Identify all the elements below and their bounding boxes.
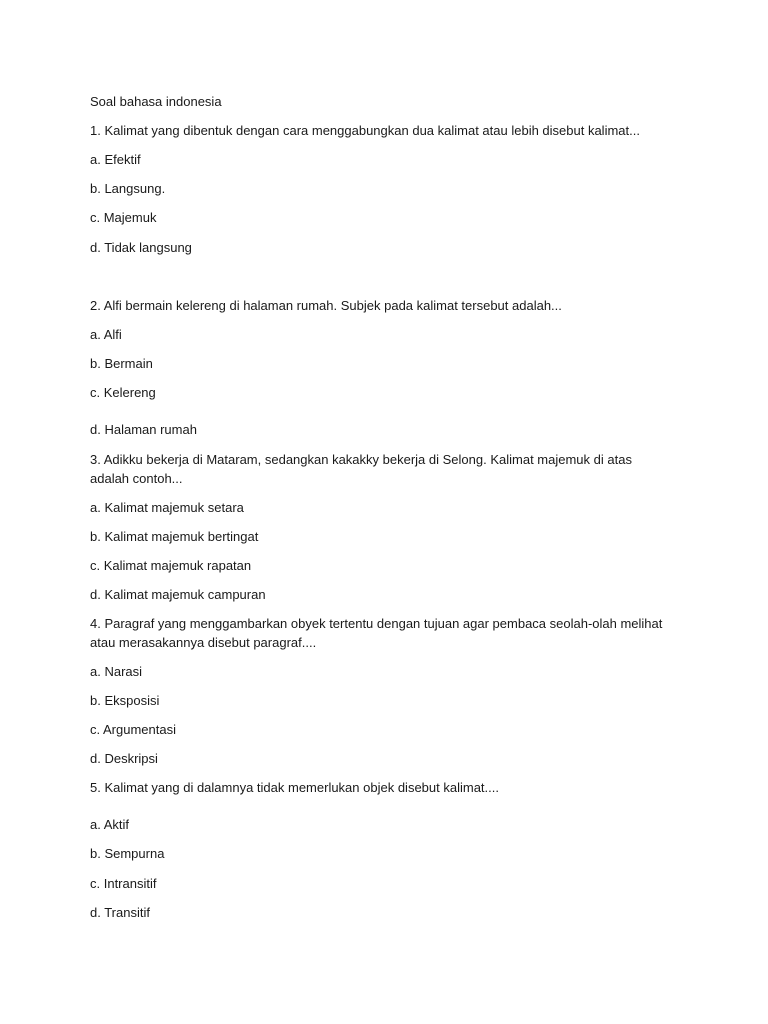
question-2-option-a: a. Alfi xyxy=(90,327,122,342)
question-2-option-b: b. Bermain xyxy=(90,356,153,371)
question-2-text: 2. Alfi bermain kelereng di halaman rumah. Subjek pada kalimat tersebut adalah... xyxy=(90,298,562,313)
question-3-text: 3. Adikku bekerja di Mataram, sedangkan kakakky bekerja di Selong. Kalimat majemuk di atas adalah contoh... xyxy=(90,452,632,486)
question-5-text: 5. Kalimat yang di dalamnya tidak memerlukan objek disebut kalimat.... xyxy=(90,780,499,795)
question-1-text: 1. Kalimat yang dibentuk dengan cara menggabungkan dua kalimat atau lebih disebut kalimat... xyxy=(90,123,640,138)
question-1-option-a: a. Efektif xyxy=(90,152,141,167)
question-2-option-c: c. Kelereng xyxy=(90,385,156,400)
question-1-option-c: c. Majemuk xyxy=(90,210,157,225)
question-4-text: 4. Paragraf yang menggambarkan obyek tertentu dengan tujuan agar pembaca seolah-olah melihat atau merasakannya disebut paragraf.... xyxy=(90,616,663,650)
question-3-option-c: c. Kalimat majemuk rapatan xyxy=(90,558,252,573)
question-2-option-d: d. Halaman rumah xyxy=(90,422,197,437)
question-3-option-b: b. Kalimat majemuk bertingat xyxy=(90,529,259,544)
question-1-option-d: d. Tidak langsung xyxy=(90,240,192,255)
question-3-option-a: a. Kalimat majemuk setara xyxy=(90,500,244,515)
question-5-option-d: d. Transitif xyxy=(90,905,150,920)
question-4-option-c: c. Argumentasi xyxy=(90,722,176,737)
question-3-option-d: d. Kalimat majemuk campuran xyxy=(90,587,266,602)
question-4-option-d: d. Deskripsi xyxy=(90,751,158,766)
question-1-option-b: b. Langsung. xyxy=(90,181,166,196)
question-4-option-a: a. Narasi xyxy=(90,664,143,679)
document-title: Soal bahasa indonesia xyxy=(90,94,222,109)
question-4-option-b: b. Eksposisi xyxy=(90,693,160,708)
question-5-option-a: a. Aktif xyxy=(90,817,130,832)
question-5-option-b: b. Sempurna xyxy=(90,846,165,861)
question-5-option-c: c. Intransitif xyxy=(90,876,157,891)
